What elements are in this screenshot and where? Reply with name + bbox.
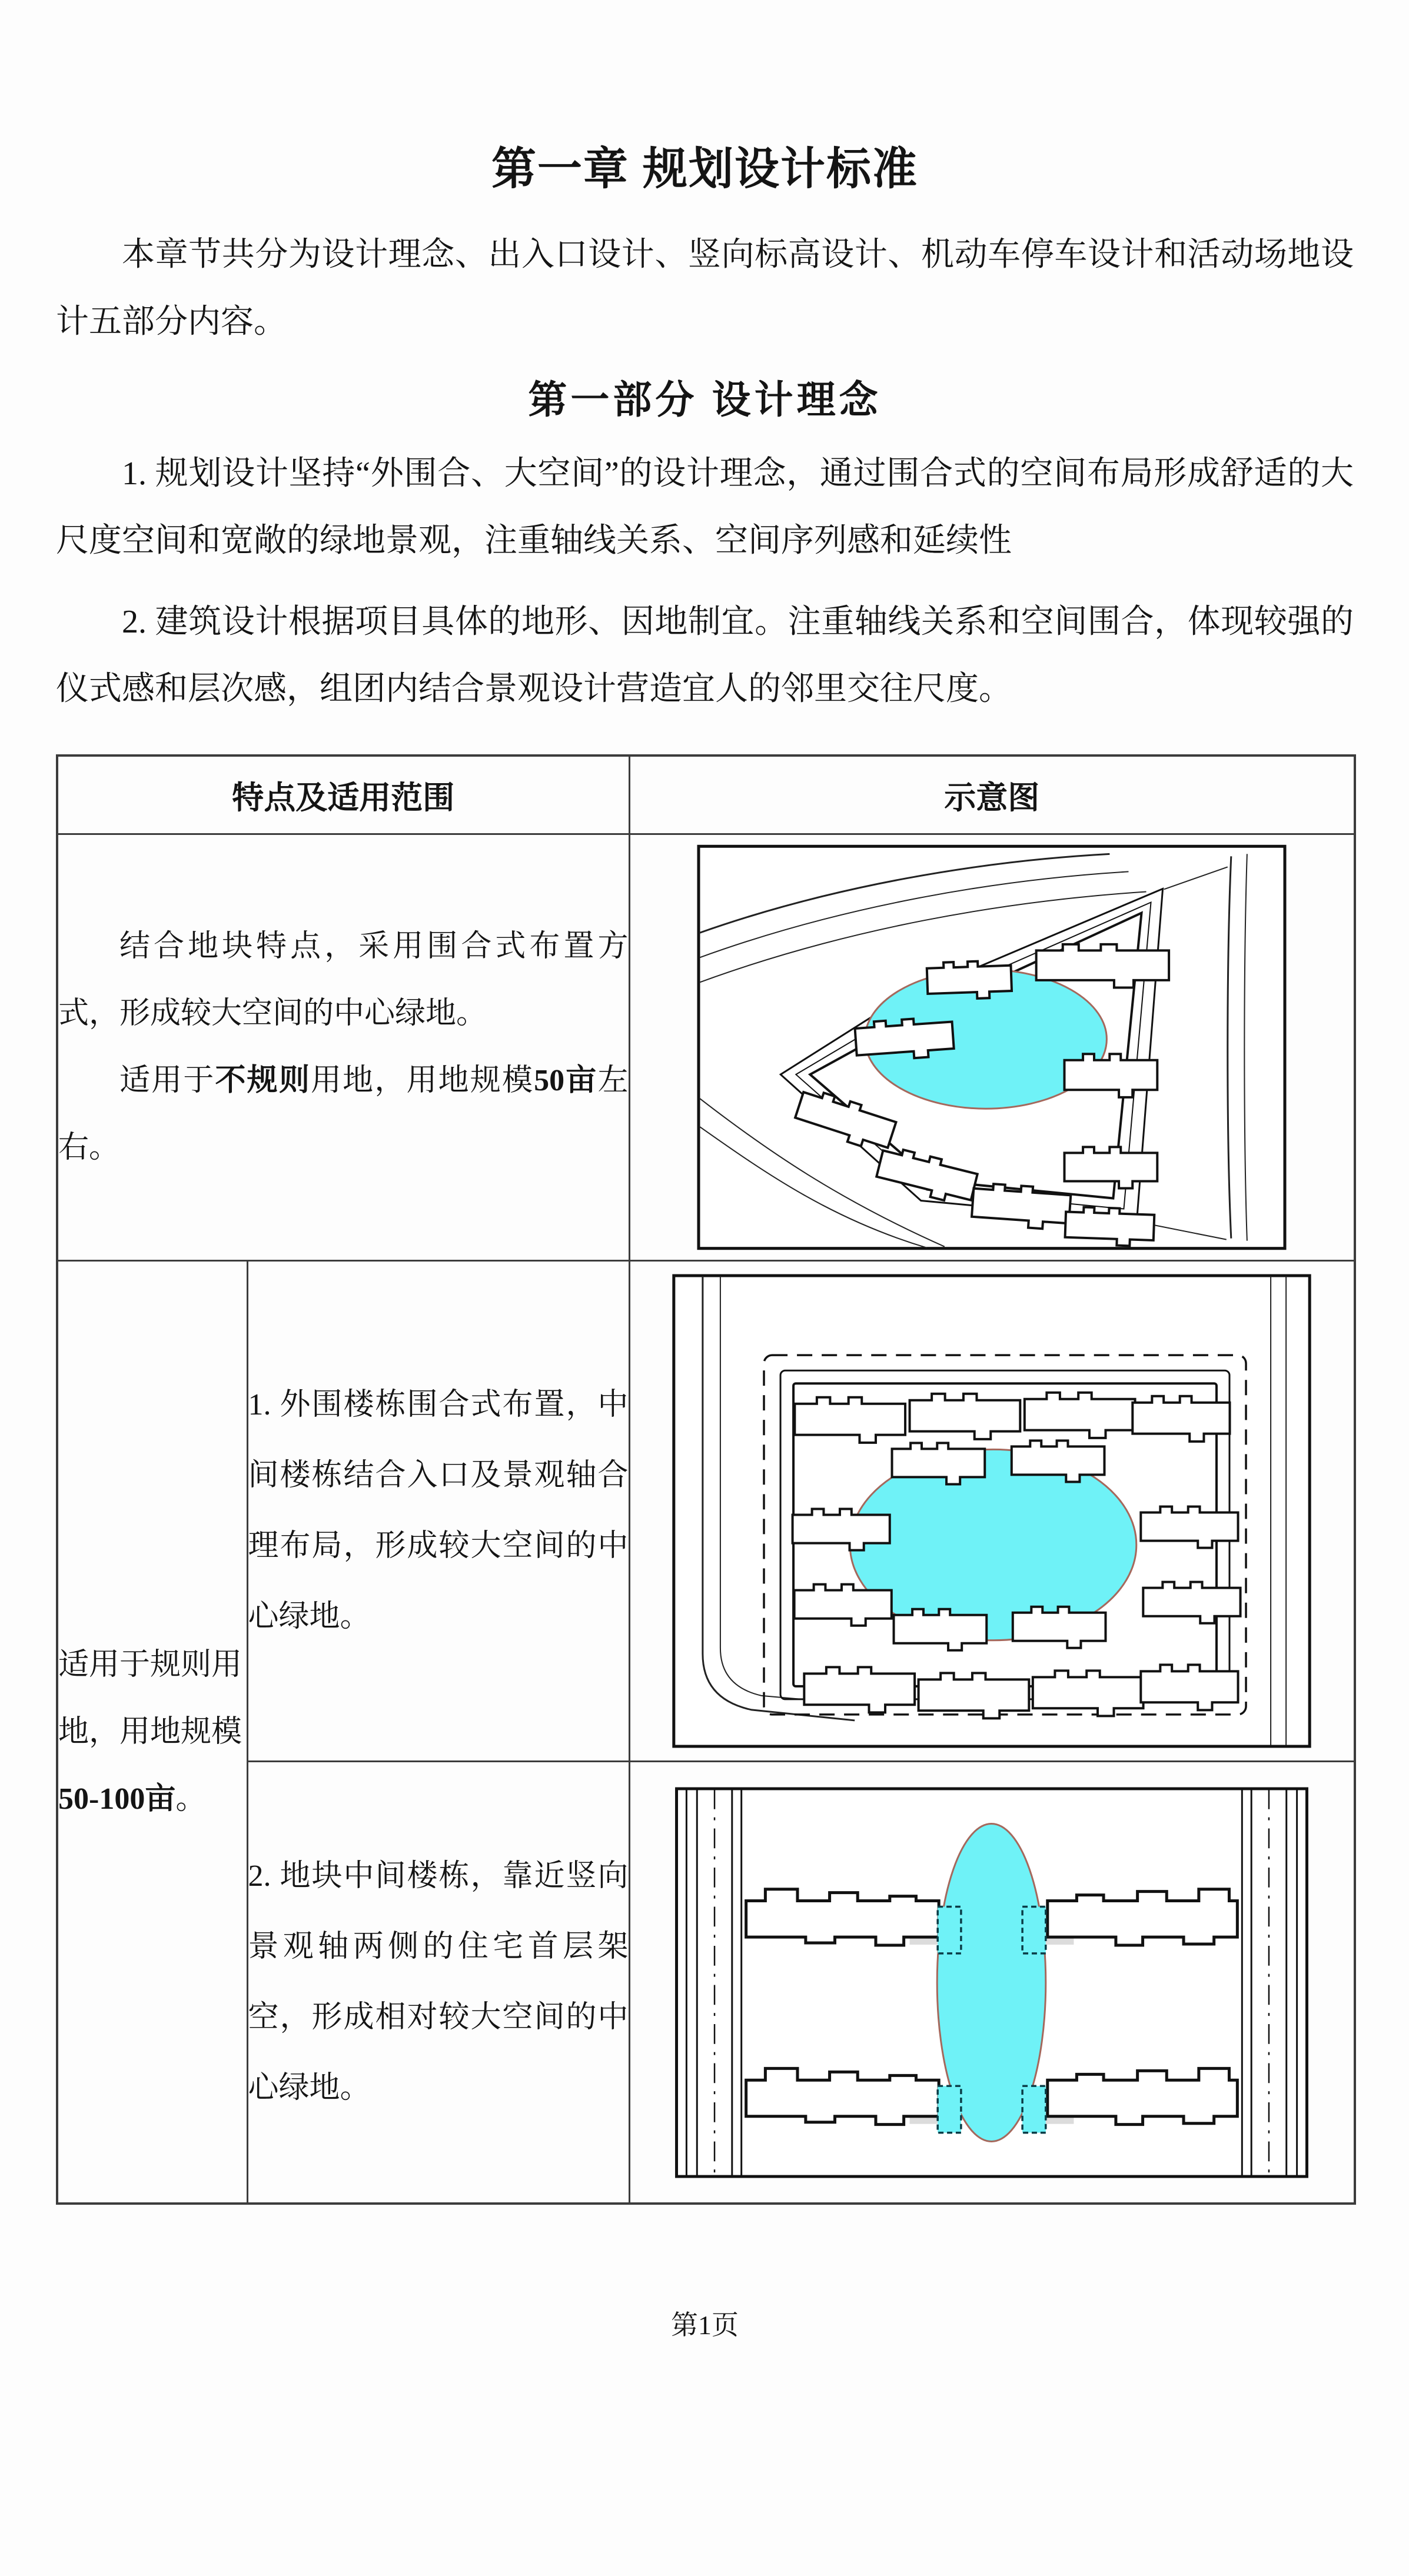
regular-item2-text: 2. 地块中间楼栋，靠近竖向景观轴两侧的住宅首层架空，形成相对较大空间的中心绿地。 <box>248 1859 629 2105</box>
chapter-title: 第一章 规划设计标准 <box>491 144 919 194</box>
irregular-features-para1: 结合地块特点，采用围合式布置方式，形成较大空间的中心绿地。 <box>58 930 629 1030</box>
stilted-unit <box>938 2086 961 2132</box>
diagram-regular-site <box>671 1274 1312 1748</box>
section-title: 第一部分 设计理念 <box>528 378 882 421</box>
header-features: 特点及适用范围 <box>57 756 629 834</box>
cell-regular-diagram1 <box>629 1261 1355 1762</box>
table-row-regular-site-2 <box>57 1762 1355 2204</box>
cell-regular-item2 <box>247 1762 629 2204</box>
table-header-row <box>57 756 1355 834</box>
diagram-stilted-axis-site <box>671 1787 1312 2178</box>
regular-item1-text: 1. 外围楼栋围合式布置，中间楼栋结合入口及景观轴合理布局，形成较大空间的中心绿地。 <box>248 1388 629 1633</box>
cell-regular-scope: 适用于规则用地，用地规模50-100亩。 <box>57 1261 247 2204</box>
cell-irregular-features <box>57 834 629 1261</box>
diagram-irregular-site <box>697 844 1287 1250</box>
paragraph-1: 1. 规划设计坚持“外围合、大空间”的设计理念，通过围合式的空间布局形成舒适的大尺度空间和宽敞的绿地景观，注重轴线关系、空间序列感和延续性 <box>56 455 1354 559</box>
stilted-unit <box>1022 2086 1046 2132</box>
stilted-unit <box>938 1906 961 1953</box>
stilted-unit <box>1022 1906 1046 1953</box>
page-number: 第1页 <box>671 2310 739 2340</box>
intro-paragraph: 本章节共分为设计理念、出入口设计、竖向标高设计、机动车停车设计和活动场地设计五部分内容。 <box>56 237 1354 340</box>
header-diagram: 示意图 <box>629 756 1355 834</box>
table-row-irregular-site <box>57 834 1355 1261</box>
irregular-features-para2: 适用于不规则用地，用地规模50亩左右。 <box>58 1064 629 1164</box>
paragraph-2: 2. 建筑设计根据项目具体的地形、因地制宜。注重轴线关系和空间围合，体现较强的仪式感和层次感，组团内结合景观设计营造宜人的邻里交往尺度。 <box>56 604 1354 707</box>
table-row-regular-site-1 <box>57 1261 1355 1762</box>
design-concept-table <box>56 754 1356 2205</box>
cell-irregular-diagram <box>629 834 1355 1261</box>
cell-regular-diagram2 <box>629 1762 1355 2204</box>
cell-regular-item1 <box>247 1261 629 1762</box>
